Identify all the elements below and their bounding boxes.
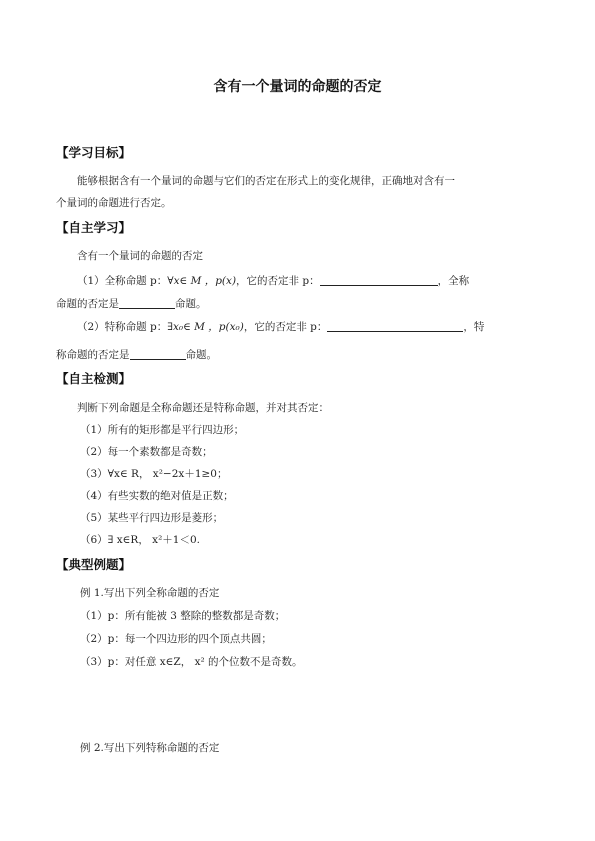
item-2-mid: ，它的否定非 p： xyxy=(243,321,328,333)
heading-self-check: 【自主检测】 xyxy=(56,371,132,386)
item-1-suffix: ，全称 xyxy=(437,275,470,287)
answer-blank-negation-1[interactable] xyxy=(320,274,438,286)
item-1-prefix: （1）全称命题 p： xyxy=(77,275,168,287)
self-check-item: （6）∃ x∈R， x²＋1＜0. xyxy=(80,534,200,546)
self-study-intro: 含有一个量词的命题的否定 xyxy=(77,250,203,262)
self-check-item: （2）每一个素数都是奇数； xyxy=(80,446,213,458)
item-1-line2-prefix: 命题的否定是 xyxy=(56,298,119,310)
item-1-line2-suffix: 命题。 xyxy=(175,298,207,310)
objective-line-2: 个量词的命题进行否定。 xyxy=(56,197,172,209)
self-study-item-2 xyxy=(77,320,484,333)
example-2-title: 例 2.写出下列特称命题的否定 xyxy=(80,742,220,754)
example-1-item: （1）p：所有能被 3 整除的整数都是奇数； xyxy=(80,610,286,622)
item-2-suffix: ，特 xyxy=(463,321,485,333)
item-2-line2-suffix: 命题。 xyxy=(185,349,217,361)
heading-self-study: 【自主学习】 xyxy=(56,220,132,235)
self-study-item-1 xyxy=(77,274,469,287)
item-2-math: ∃x₀∈ M ，p(x₀) xyxy=(167,321,244,333)
example-1-item: （3）p：对任意 x∈Z， x² 的个位数不是奇数。 xyxy=(80,656,303,668)
answer-blank-type-2[interactable] xyxy=(130,348,186,360)
self-check-item: （3）∀x∈ R， x²−2x＋1≥0； xyxy=(80,468,228,480)
self-check-item: （5）某些平行四边形是菱形； xyxy=(80,512,224,524)
self-check-intro: 判断下列命题是全称命题还是特称命题，并对其否定： xyxy=(77,402,329,414)
item-1-math: ∀x∈ M ，p(x) xyxy=(167,275,237,287)
self-check-item: （4）有些实数的绝对值是正数； xyxy=(80,490,234,502)
answer-blank-negation-2[interactable] xyxy=(327,320,463,332)
self-study-item-2-line-2 xyxy=(56,348,217,361)
self-check-item: （1）所有的矩形都是平行四边形； xyxy=(80,424,245,436)
example-1-item: （2）p：每一个四边形的四个顶点共圆； xyxy=(80,633,272,645)
heading-typical-examples: 【典型例题】 xyxy=(56,557,132,572)
example-1-title: 例 1.写出下列全称命题的否定 xyxy=(80,587,220,599)
item-2-line2-prefix: 称命题的否定是 xyxy=(56,349,130,361)
item-1-mid: ，它的否定非 p： xyxy=(236,275,320,287)
item-2-prefix: （2）特称命题 p： xyxy=(77,321,168,333)
heading-learning-objectives: 【学习目标】 xyxy=(56,145,132,160)
page-title: 含有一个量词的命题的否定 xyxy=(213,79,382,95)
self-study-item-1-line-2 xyxy=(56,297,207,310)
objective-line-1: 能够根据含有一个量词的命题与它们的否定在形式上的变化规律，正确地对含有一 xyxy=(77,175,455,187)
answer-blank-type-1[interactable] xyxy=(119,297,175,309)
